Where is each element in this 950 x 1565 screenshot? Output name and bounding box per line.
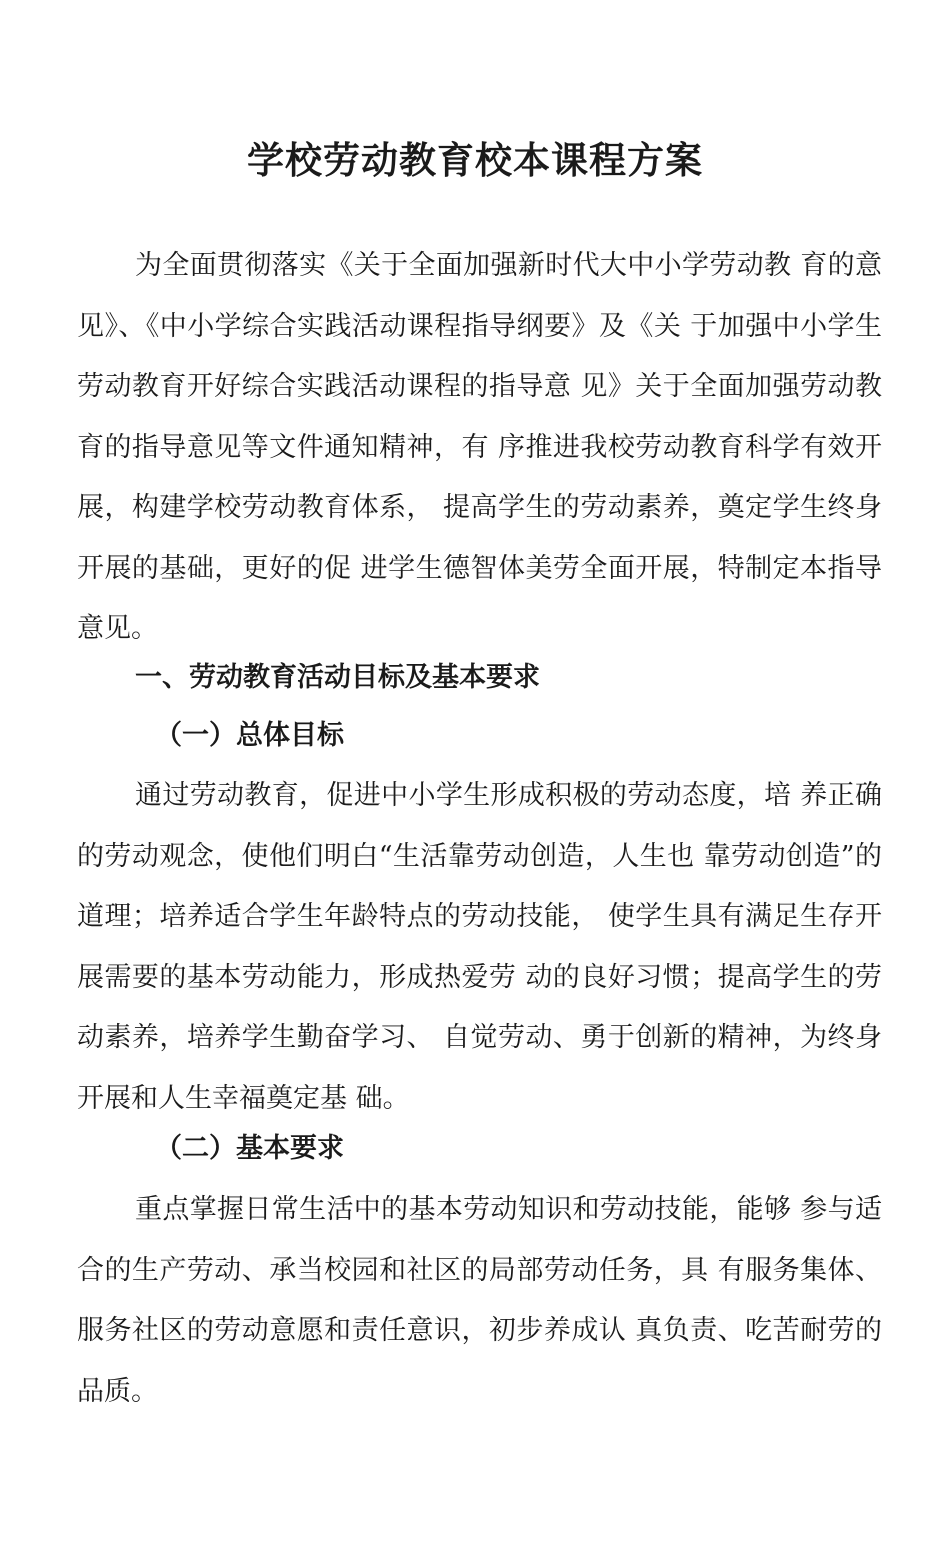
goal-paragraph: 通过劳动教育，促进中小学生形成积极的劳动态度，培 养正确的劳动观念，使他们明白“生活靠劳动创造，人生也 靠劳动创造”的道理；培养适合学生年龄特点的劳动技能， 使学生具有满足生存开展需要的基本劳动能力，形成热爱劳 动的良好习惯；提高学生的劳动素养，培养学生勤奋学习、 自觉劳动、勇于创新的精神，为终身开展和人生幸福奠定基 础。 [77, 780, 882, 1114]
subsection-heading-1: （一）总体目标 [155, 720, 344, 751]
section-heading-1: 一、劳动教育活动目标及基本要求 [135, 662, 540, 693]
intro-paragraph: 为全面贯彻落实《关于全面加强新时代大中小学劳动教 育的意见》、《中小学综合实践活动课程指导纲要》及《关 于加强中小学生劳动教育开好综合实践活动课程的指导意 见》关于全面加强劳动教育的指导意见等文件通知精神，有 序推进我校劳动教育科学有效开展，构建学校劳动教育体系， 提高学生的劳动素养，奠定学生终身开展的基础，更好的促 进学生德智体美劳全面开展，特制定本指导意见。 [77, 250, 882, 644]
subsection-heading-2: （二）基本要求 [155, 1133, 344, 1164]
requirements-paragraph: 重点掌握日常生活中的基本劳动知识和劳动技能，能够 参与适合的生产劳动、承当校园和社区的局部劳动任务，具 有服务集体、服务社区的劳动意愿和责任意识，初步养成认 真负责、吃苦耐劳的品质。 [77, 1194, 882, 1407]
document-title: 学校劳动教育校本课程方案 [247, 139, 703, 182]
